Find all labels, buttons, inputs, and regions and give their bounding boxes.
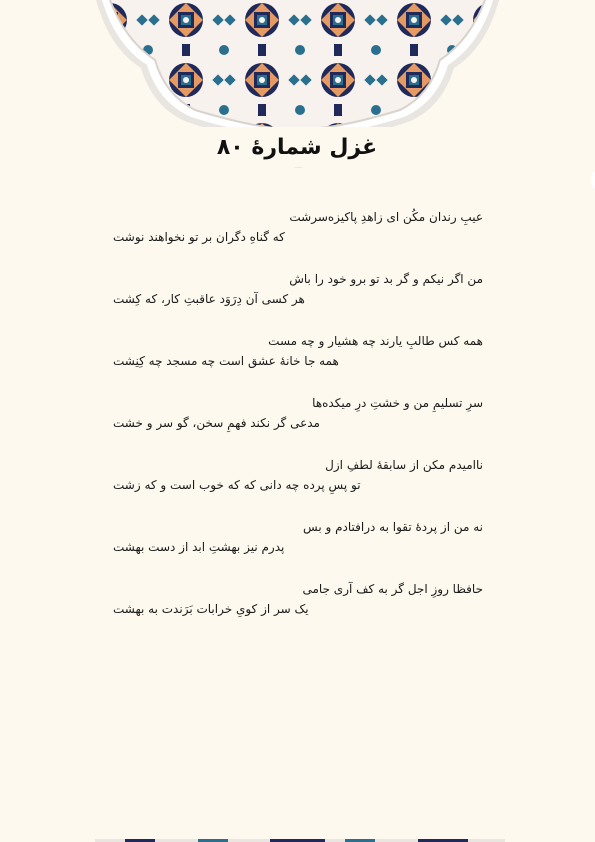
hemistich-second: هر کسی آن دِرَوَد عاقبتِ کار، که کِشت xyxy=(113,292,305,306)
hemistich-first: سرِ تسلیمِ من و خشتِ درِ میکده‌ها xyxy=(312,396,483,410)
footer-ornament xyxy=(0,836,595,842)
hemistich-second: تو پسِ پرده چه دانی که که خوب است و که زشت xyxy=(113,478,361,492)
header-ornament xyxy=(0,0,595,200)
page-title: غزل شمارهٔ ۸۰ xyxy=(216,134,378,160)
hemistich-first: همه کس طالبِ یارند چه هشیار و چه مست xyxy=(268,334,483,348)
couplet xyxy=(113,208,483,270)
couplet xyxy=(113,456,483,518)
couplet xyxy=(113,270,483,332)
hemistich-second: پدرم نیز بهشتِ ابد از دست بهشت xyxy=(113,540,285,554)
hemistich-first: من اگر نیکم و گر بد تو برو خود را باش xyxy=(289,272,483,286)
hemistich-first: حافظا روزِ اجل گر به کف آری جامی xyxy=(302,582,483,596)
couplet xyxy=(113,518,483,580)
couplet xyxy=(113,580,483,642)
couplet xyxy=(113,394,483,456)
hemistich-first: عیبِ رندان مکُن ای زاهدِ پاکیزه‌سرشت xyxy=(289,210,483,224)
hemistich-first: نه من از پردهٔ تقوا به درافتادم و بس xyxy=(303,520,483,534)
poem xyxy=(113,208,483,642)
hemistich-second: یک سر از کویِ خرابات بَرَندت به بهشت xyxy=(113,602,309,616)
hemistich-second: مدعی گر نکند فهمِ سخن، گو سر و خشت xyxy=(113,416,320,430)
title-box xyxy=(112,127,482,167)
couplet xyxy=(113,332,483,394)
hemistich-first: ناامیدم مکن از سابقهٔ لطفِ ازل xyxy=(325,458,483,472)
hemistich-second: که گناهِ دگران بر تو نخواهند نوشت xyxy=(113,230,285,244)
hemistich-second: همه جا خانهٔ عشق است چه مسجد چه کِنِشت xyxy=(113,354,339,368)
